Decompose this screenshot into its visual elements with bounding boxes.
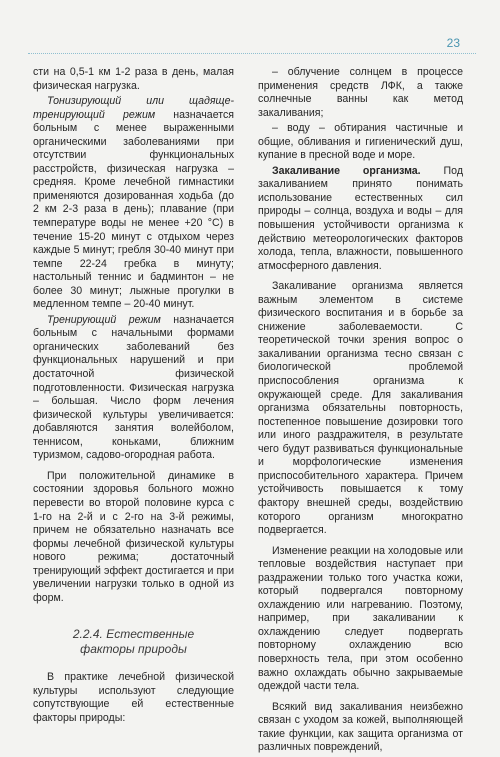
paragraph [33,95,234,312]
list-item: – воду – обтирания частичные и общие, обливания и гигиенический душ, купание в пресной воде и море. [258,122,463,162]
term-bold: Закаливание организма. [272,164,421,177]
section-heading-line2: факторы природы [80,642,187,657]
paragraph-text: назначается больным с менее выраженными органическими заболеваниями при отсутствии функциональных расстройств, физическая нагрузка – средняя. Кроме лечебной гимнастики применяются дозированная ходьба (до 2 км 2-3 раза в день); плавание (при температуре воды не менее +20 °С) в течение 15-20 минут с отдыхом через каждые 5 минут; гребля 30-40 минут при темпе 22-24 гребка в минуту; настольный теннис и бадминтон – не более 30 минут; лыжные прогулки в медленном темпе – 20-40 минут. [33,108,234,311]
left-column [33,66,234,728]
paragraph-text: назначается больным с начальными формами органических заболеваний без функциональных нарушений и при достаточной физической подготовленности. Физическая нагрузка – большая. Число форм лечения физической культуры увеличивается: добавляются занятия волейболом, теннисом, коньками, ближним туризмом, садово-огородная работа. [33,313,234,462]
paragraph: сти на 0,5-1 км 1-2 раза в день, малая физическая нагрузка. [33,66,234,92]
paragraph-text: Под закаливанием принято понимать использование естественных сил природы – солнца, воздуха и воды – для повышения устойчивости организма к действию метеорологических факторов холода, тепла, влажности, повышенного атмосферного давления. [258,164,463,272]
paragraph [33,314,234,463]
paragraph: Всякий вид закаливания неизбежно связан с уходом за кожей, выполняющей такие функции, как защита организма от различных повреждений, [258,700,463,754]
paragraph: Закаливание организма является важным элементом в системе физического воспитания и в борьбе за снижение заболеваемости. С теоретической точки зрения вопрос о закаливании организма тесно связан с биологической проблемой приспособления организма к окружающей среде. Для закаливания организма обязательны повторность, постепенное повышение дозировки того или иного раздражителя, в результате чего будут развиваться функциональные и морфологические изменения приспособительного характера. Причем устойчивость повышается к тому фактору внешней среды, воздействию которого организм многократно подвергается. [258,280,463,537]
section-heading: 2.2.4. Естественные [72,627,195,642]
right-column [258,66,463,757]
list-item: – облучение солнцем в процессе применения средств ЛФК, а также солнечные ванны как метод закаливания; [258,66,463,119]
term-italic: Тонизирующий или щадяще-тренирующий режим [33,95,234,121]
paragraph: При положительной динамике в состоянии здоровья больного можно перевести во второй половине курса с 1-го на 2-й и с 2-го на 3-й режимы, причем не обязательно назначать все формы лечебной физической культуры нового режима; достаточный тренирующий эффект достигается и при увеличении нагрузки только в одной из форм. [33,469,234,604]
term-italic: Тренирующий режим [47,313,161,326]
page-number: 23 [446,36,460,50]
paragraph: Изменение реакции на холодовые или тепловые воздействия наступает при раздражении только того участка кожи, который подвергался повторному охлаждению или нагреванию. Поэтому, например, при закаливании к охлаждению следует подвергать повторному охлаждению всю поверхность тела, при этом особенно важно охлаждать обычно закрываемые одеждой части тела. [258,544,463,693]
paragraph [258,165,463,273]
header-rule [28,53,476,54]
paragraph: В практике лечебной физической культуры используют следующие сопутствующие ей естественные факторы природы: [33,671,234,724]
